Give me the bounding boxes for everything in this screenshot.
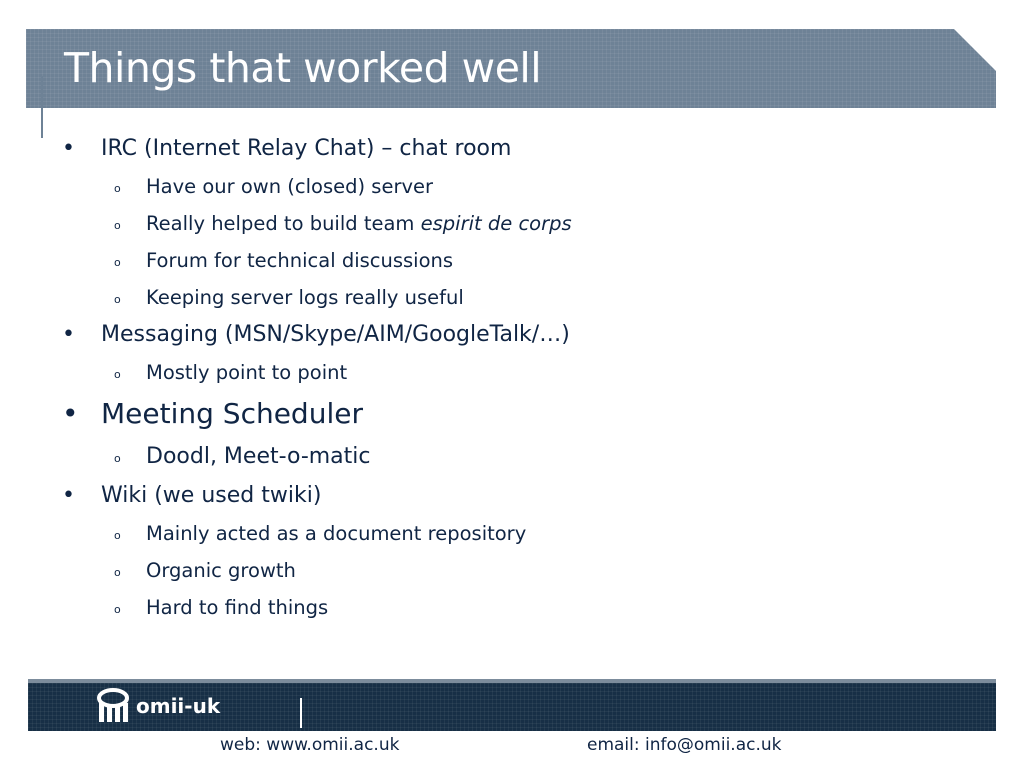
bullet-text: IRC (Internet Relay Chat) – chat room [101, 136, 512, 161]
sub-bullet-text: Hard to find things [146, 596, 329, 619]
sub-bullet-item [0, 515, 1000, 552]
bullet-text: Meeting Scheduler [101, 397, 363, 430]
sub-bullet-item [0, 552, 1000, 589]
bullet-item [0, 130, 1000, 168]
bullet-text: Wiki (we used twiki) [101, 483, 322, 508]
bullet-marker: • [62, 397, 79, 430]
logo-text: omii-uk [136, 694, 221, 718]
sub-bullet-italic-text: espirit de corps [420, 212, 572, 235]
sub-bullet-text: Doodl, Meet-o-matic [146, 444, 371, 469]
sub-bullet-marker: o [114, 293, 121, 306]
sub-bullet-item [0, 205, 1000, 242]
sub-bullet-text: Mostly point to point [146, 361, 348, 384]
sub-bullet-text: Really helped to build team [146, 212, 421, 235]
sub-bullet-text: Have our own (closed) server [146, 175, 434, 198]
sub-bullet-marker: o [114, 566, 121, 579]
bullet-marker: • [62, 322, 75, 347]
sub-bullet-item [0, 354, 1000, 391]
sub-bullet-marker: o [114, 529, 121, 542]
sub-bullet-item [0, 279, 1000, 316]
sub-bullet-marker: o [114, 452, 121, 465]
slide-title: Things that worked well [64, 44, 542, 92]
footer-email-link[interactable]: email: info@omii.ac.uk [587, 735, 782, 755]
footer-separator [300, 698, 302, 728]
bullet-marker: • [62, 483, 75, 508]
sub-bullet-marker: o [114, 256, 121, 269]
sub-bullet-item [0, 168, 1000, 205]
bullet-marker: • [62, 136, 75, 161]
sub-bullet-text: Mainly acted as a document repository [146, 522, 527, 545]
bullet-item [0, 316, 1000, 354]
sub-bullet-item [0, 589, 1000, 626]
bullet-text: Messaging (MSN/Skype/AIM/GoogleTalk/…) [101, 322, 570, 347]
sub-bullet-item [0, 437, 1000, 477]
sub-bullet-marker: o [114, 368, 121, 381]
sub-bullet-marker: o [114, 219, 121, 232]
sub-bullet-text: Forum for technical discussions [146, 249, 454, 272]
bullet-item [0, 477, 1000, 515]
sub-bullet-item [0, 242, 1000, 279]
omii-logo [96, 688, 220, 724]
sub-bullet-text: Keeping server logs really useful [146, 286, 464, 309]
bullet-list [0, 130, 1000, 626]
accent-line [41, 76, 43, 138]
bullet-item [0, 391, 1000, 437]
footer-web-link[interactable]: web: www.omii.ac.uk [220, 735, 400, 755]
sub-bullet-text: Organic growth [146, 559, 296, 582]
sub-bullet-marker: o [114, 182, 121, 195]
sub-bullet-marker: o [114, 603, 121, 616]
omii-logo-icon [96, 688, 130, 724]
